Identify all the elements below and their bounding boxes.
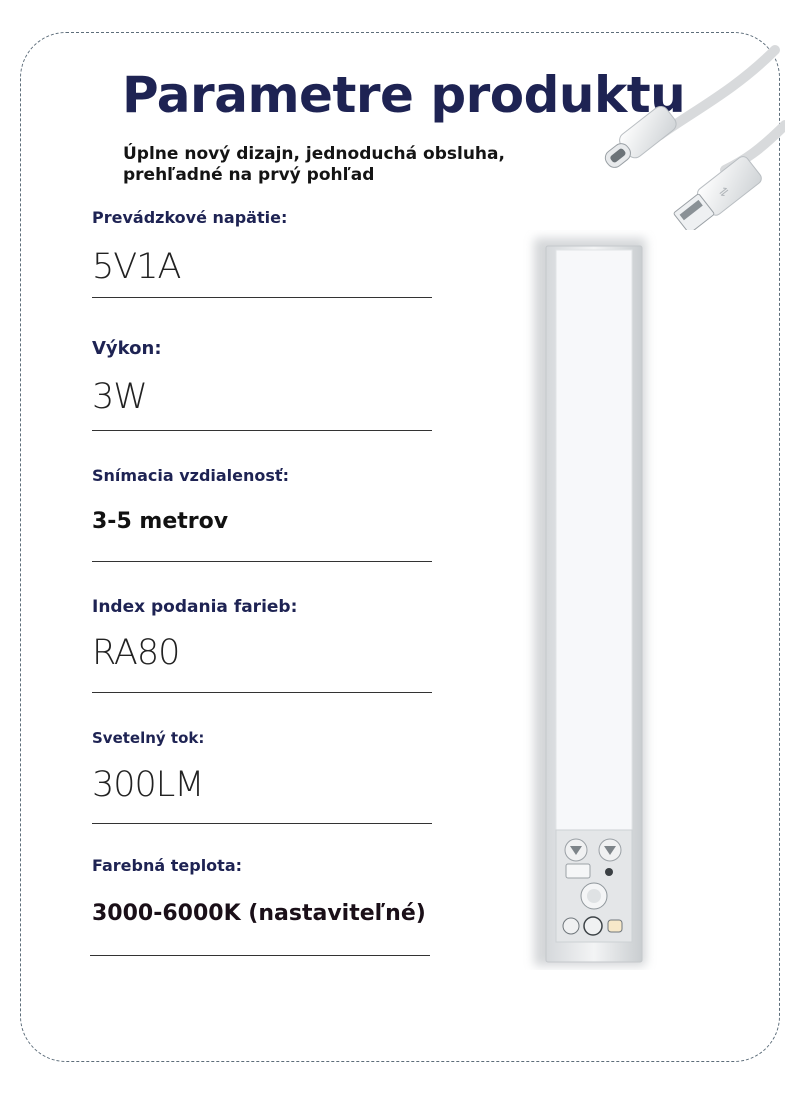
spec-label: Snímacia vzdialenosť: [92,466,289,485]
page-title: Parametre produktu [122,66,686,124]
spec-label: Index podania farieb: [92,597,298,617]
svg-text:⇌: ⇌ [715,182,733,201]
spec-luminous-flux [92,729,432,805]
spec-label: Výkon: [92,338,162,359]
spec-color-temperature [92,856,432,926]
spec-value: 300LM [92,765,204,805]
led-light-bar-icon [520,230,660,970]
spec-operating-voltage [92,208,432,287]
spec-label: Farebná teplota: [92,856,243,875]
spec-value: 3W [92,377,147,417]
divider [90,955,430,956]
spec-color-rendering-index [92,597,432,673]
usb-c-cable-icon [585,40,785,230]
page-subtitle: Úplne nový dizajn, jednoduchá obsluha, prehľadné na prvý pohľad [123,144,505,185]
spec-label: Prevádzkové napätie: [92,208,288,227]
spec-power [92,338,432,417]
divider [92,297,432,298]
spec-label: Svetelný tok: [92,729,205,747]
divider [92,561,432,562]
spec-sensing-distance [92,466,432,534]
spec-value: 5V1A [92,247,181,287]
spec-value: RA80 [92,633,180,673]
divider [92,692,432,693]
spec-value: 3000-6000K (nastaviteľné) [92,901,426,926]
divider [92,430,432,431]
spec-value: 3-5 metrov [92,509,229,534]
divider [92,823,432,824]
